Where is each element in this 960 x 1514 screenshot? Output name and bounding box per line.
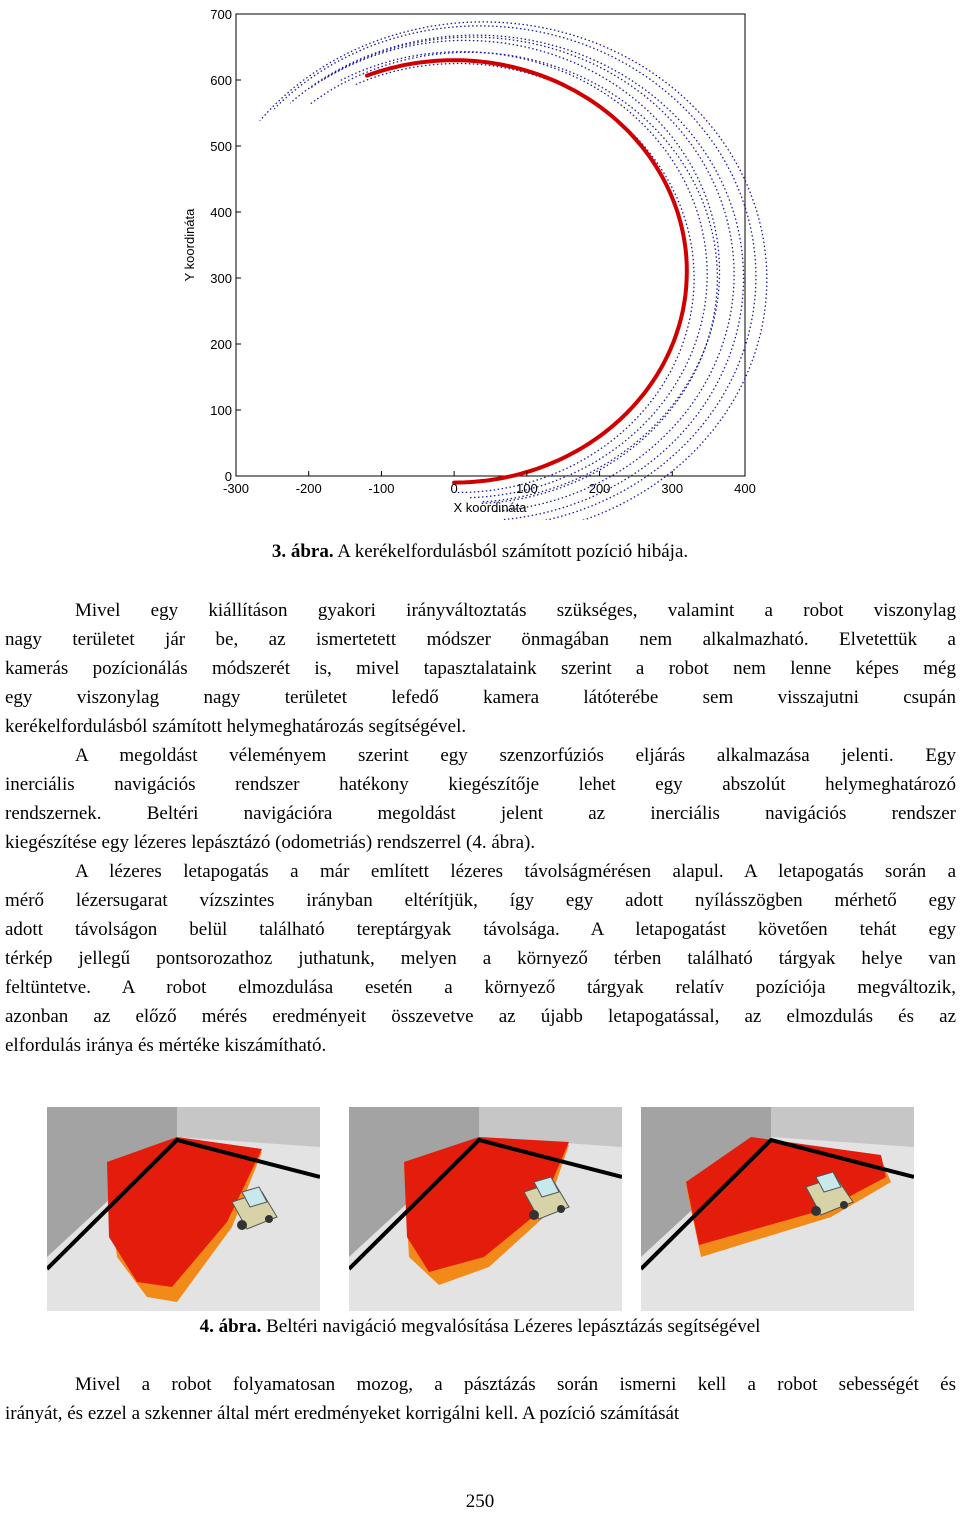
paragraph-3: [5, 857, 956, 1060]
page-number: 250: [465, 1491, 495, 1512]
paragraph-4: [5, 1370, 956, 1428]
x-tick-label: -200: [295, 481, 322, 496]
paragraph-line: A megoldást véleményem szerint egy szenzorfúziós eljárás alkalmazása jelenti. Egy: [75, 745, 956, 766]
paragraph-line: inerciális navigációs rendszer hatékony kiegészítője lehet egy abszolút helymeghatározó: [5, 774, 956, 795]
paragraph-line: kiegészítése egy lézeres lepásztázó (odometriás) rendszerrel (4. ábra).: [5, 832, 536, 853]
x-tick-label: 200: [588, 481, 611, 496]
x-tick-label: 300: [661, 481, 684, 496]
x-tick-label: -300: [222, 481, 250, 496]
figure-3-chart: [180, 0, 770, 520]
paragraph-line: térkép jellegű pontsorozathoz juthatunk, melyen a környező térben található tárgyak helye van: [5, 948, 956, 969]
y-tick-label: 500: [210, 139, 232, 154]
y-tick-label: 700: [210, 7, 232, 22]
figure-4-caption-text: Beltéri navigáció megvalósítása Lézeres lepásztázás segítségével: [261, 1316, 761, 1337]
paragraph-line: kerékelfordulásból számított helymeghatározás segítségével.: [5, 716, 467, 737]
y-tick-label: 200: [210, 337, 232, 352]
figure-3-caption: [0, 540, 960, 564]
paragraph-line: kamerás pozícionálás módszerét is, mivel tapasztalataink szerint a robot nem lenne képes még: [5, 658, 956, 679]
paragraph-line: mérő lézersugarat vízszintes irányban eltérítjük, így egy adott nyílásszögben mérhető egy: [5, 890, 956, 911]
paragraph-line: nagy területet jár be, az ismertetett módszer önmagában nem alkalmazható. Elvetettük a: [5, 629, 956, 650]
laser-scan-scene-2: [349, 1107, 622, 1311]
laser-scan-scene-1: [47, 1107, 320, 1311]
paragraph-line: A lézeres letapogatás a már említett lézeres távolságmérésen alapul. A letapogatás során a: [75, 861, 956, 882]
paragraph-1: [5, 596, 956, 741]
y-tick-label: 600: [210, 73, 232, 88]
x-tick-label: 100: [516, 481, 538, 496]
y-axis-label: Y koordináta: [182, 208, 197, 282]
x-axis-label: X koordináta: [453, 500, 527, 515]
figure-4-caption: [0, 1315, 960, 1339]
paragraph-line: adott távolságon belül található tereptárgyak távolsága. A letapogatást követően tehát egy: [5, 919, 956, 940]
paragraph-line: Mivel a robot folyamatosan mozog, a pásztázás során ismerni kell a robot sebességét és: [75, 1374, 956, 1395]
y-tick-label: 100: [210, 403, 232, 418]
laser-scan-scene-3: [641, 1107, 914, 1311]
plot-area: [236, 14, 745, 476]
paragraph-line: irányát, és ezzel a szkenner által mért eredményeket korrigálni kell. A pozíció számítását: [5, 1403, 680, 1424]
figure-4-caption-label: 4. ábra.: [199, 1316, 262, 1337]
paragraph-line: egy viszonylag nagy területet lefedő kamera látóterébe sem visszajutni csupán: [5, 687, 956, 708]
paragraph-2: [5, 741, 956, 857]
x-tick-label: 0: [450, 481, 458, 496]
paragraph-line: rendszernek. Beltéri navigációra megoldást jelent az inerciális navigációs rendszer: [5, 803, 956, 824]
paragraph-line: feltüntetve. A robot elmozdulása esetén a környező tárgyak relatív pozíciója megváltozik,: [5, 977, 956, 998]
x-tick-label: -100: [368, 481, 395, 496]
paragraph-line: azonban az előző mérés eredményeit összevetve az újabb letapogatással, az elmozdulás és az: [5, 1006, 956, 1027]
y-tick-label: 300: [210, 271, 232, 286]
figure-3-caption-label: 3. ábra.: [271, 541, 334, 562]
paragraph-line: Mivel egy kiállításon gyakori irányváltoztatás szükséges, valamint a robot viszonylag: [75, 600, 956, 621]
y-tick-label: 0: [224, 469, 232, 484]
x-tick-label: 400: [734, 481, 756, 496]
figure-3-caption-text: A kerékelfordulásból számított pozíció hibája.: [333, 541, 689, 562]
paragraph-line: elfordulás iránya és mértéke kiszámítható.: [5, 1035, 327, 1056]
y-tick-label: 400: [210, 205, 232, 220]
